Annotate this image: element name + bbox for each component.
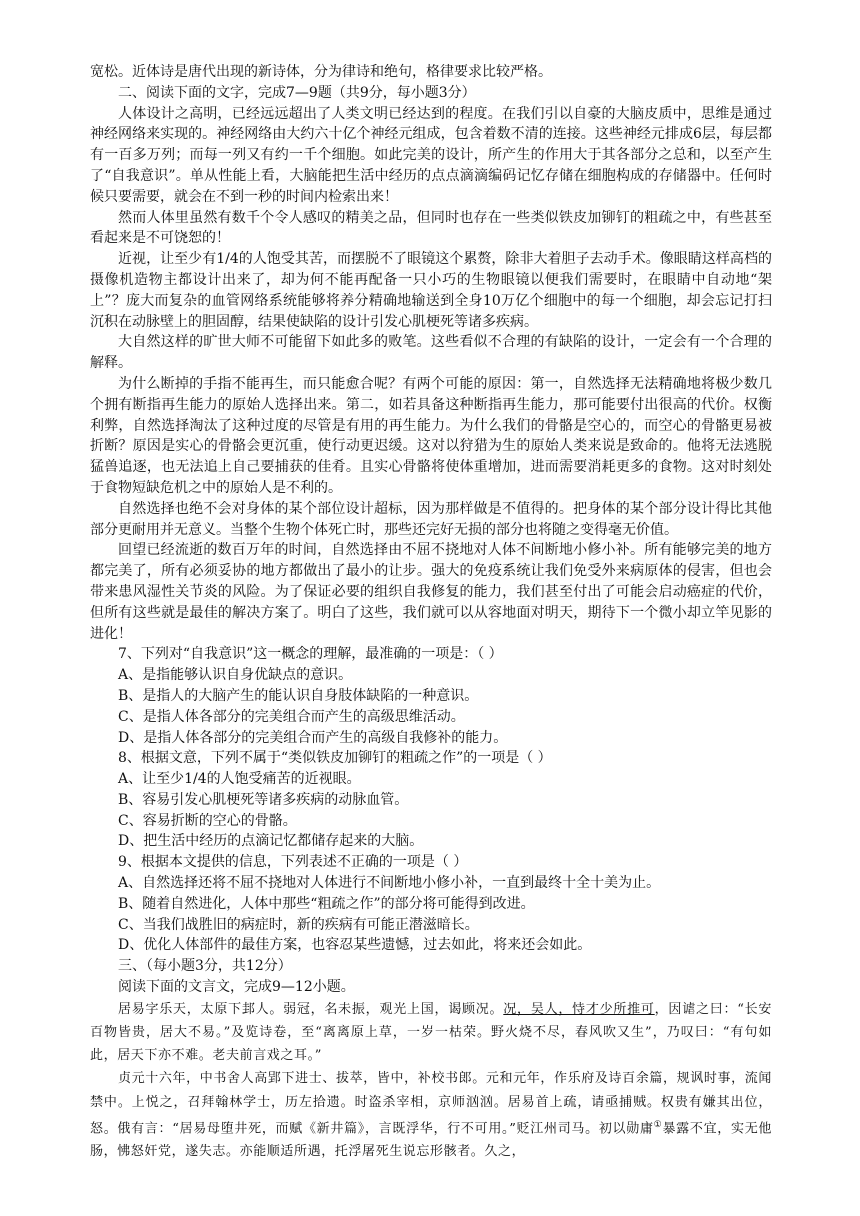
question-8-option-d: D、把生活中经历的点滴记忆都储存起来的大脑。 [118, 833, 424, 850]
question-8-option-c: C、容易折断的空心的骨骼。 [118, 812, 297, 829]
opening-line: 宽松。近体诗是唐代出现的新诗体，分为律诗和绝句，格律要求比较严格。 [90, 64, 552, 80]
document-content [90, 62, 772, 1164]
question-8-option-a: A、让至少1/4的人饱受痛苦的近视眼。 [118, 771, 361, 788]
question-9-option-c: C、当我们战胜旧的病症时，新的疾病有可能正潜滋暗长。 [118, 916, 479, 933]
passage-paragraph: 自然选择也绝不会对身体的某个部位设计超标，因为那样做是不值得的。把身体的某个部分设计得比其他部分更耐用并无意义。当整个生物个体死亡时，那些还完好无损的部分也将随之变得毫无价值。 [90, 500, 772, 538]
underlined-sentence: 况，吴人，恃才少所推可 [503, 1001, 655, 1017]
question-8-option-b: B、容易引发心肌梗死等诸多疾病的动脉血管。 [118, 791, 409, 808]
question-9-option-d: D、优化人体部件的最佳方案，也容忍某些遗憾，过去如此，将来还会如此。 [118, 937, 592, 954]
section3-heading: 三、（每小题3分，共12分） [118, 958, 292, 975]
question-7-option-d: D、是指人体各部分的完美组合而产生的高级自我修补的能力。 [118, 729, 508, 746]
classical-text: ，因谑之曰：“长安百物皆贵，居大不易。”及览诗卷，至“离离原上草，一岁一枯荣。野火烧不尽，春风吹又生”，乃叹曰：“有句如此，居天下亦不难。老夫前言戏之耳。” [90, 1001, 773, 1064]
section2-heading: 二、阅读下面的文字，完成7—9题（共9分，每小题3分） [118, 84, 476, 101]
question-9-stem: 9、根据本文提供的信息，下列表述不正确的一项是（ ） [118, 854, 468, 871]
question-9-option-a: A、自然选择还将不屈不挠地对人体进行不间断地小修小补，一直到最终十全十美为止。 [118, 875, 661, 892]
question-8-stem: 8、根据文意，下列不属于“类似铁皮加铆钉的粗疏之作”的一项是（ ） [118, 750, 552, 767]
passage-paragraph: 然而人体里虽然有数千个令人感叹的精美之品，但同时也存在一些类似铁皮加铆钉的粗疏之中，有些甚至看起来是不可饶恕的！ [90, 209, 772, 247]
classical-text: 贞元十六年，中书舍人高郢下进士、拔萃，皆中，补校书郎。元和元年，作乐府及诗百余篇，规讽时事，流闻禁中。上悦之，召拜翰林学士，历左拾遗。时盗杀宰相，京师汹汹。居易首上疏，请亟捕贼。权贵有嫌其出位，怒。俄有言：“居易母堕井死，而赋《新井篇》，言既浮华，行不可用。”贬江州司马。初以勋庸 [90, 1071, 772, 1137]
question-7-option-c: C、是指人体各部分的完美组合而产生的高级思维活动。 [118, 708, 465, 725]
classical-text: 居易字乐天，太原下邽人。弱冠，名未振，观光上国，谒顾况。 [118, 1001, 504, 1017]
footnote-marker: ① [653, 1119, 663, 1130]
passage-paragraph: 近视，让至少有1/4的人饱受其苦，而摆脱不了眼镜这个累赘，除非大着胆子去动手术。像眼睛这样高档的摄像机造物主都设计出来了，却为何不能再配备一只小巧的生物眼镜以便我们需要时，在眼睛中自动地“架上”？庞大而复杂的血管网络系统能够将养分精确地输送到全身10万亿个细胞中的每一个细胞，却会忘记打扫沉积在动脉壁上的胆固醇，结果使缺陷的设计引发心肌梗死等诸多疾病。 [90, 251, 772, 330]
question-7-option-a: A、是指能够认识自身优缺点的意识。 [118, 667, 353, 684]
classical-text: 暴露不宜，实无他肠，怫怒奸党，遂失志。亦能顺适所遇，托浮屠死生说忘形骸者。久之， [90, 1121, 772, 1160]
passage-paragraph: 人体设计之高明，已经远远超出了人类文明已经达到的程度。在我们引以自豪的大脑皮质中，思维是通过神经网络来实现的。神经网络由大约六十亿个神经元组成，包含着数不清的连接。这些神经元排成6层，每层都有一百多万列；而每一列又有约一千个细胞。如此完美的设计，所产生的作用大于其各部分之总和，以至产生了“自我意识”。单从性能上看，大脑能把生活中经历的点点滴滴编码记忆存储在细胞构成的存储器中。任何时候只要需要，就会在不到一秒的时间内检索出来！ [90, 105, 772, 205]
passage-paragraph: 大自然这样的旷世大师不可能留下如此多的败笔。这些看似不合理的有缺陷的设计，一定会有一个合理的解释。 [90, 334, 772, 372]
passage-paragraph: 回望已经流逝的数百万年的时间，自然选择由不屈不挠地对人体不间断地小修小补。所有能够完美的地方都完美了，所有必须妥协的地方都做出了最小的让步。强大的免疫系统让我们免受外来病原体的侵害，但也会带来患风湿性关节炎的风险。为了保证必要的组织自我修复的能力，我们甚至付出了可能会启动癌症的代价，但所有这些就是最佳的解决方案了。明白了这些，我们就可以从容地面对明天，期待下一个微小却立竿见影的进化！ [90, 542, 772, 642]
question-9-option-b: B、随着自然进化，人体中那些“粗疏之作”的部分将可能得到改进。 [118, 895, 535, 912]
classical-paragraph-1 [90, 998, 772, 1068]
question-7-stem: 7、下列对“自我意识”这一概念的理解，最准确的一项是：（ ） [118, 646, 503, 663]
section3-instruction: 阅读下面的文言文，完成9—12小题。 [118, 979, 355, 996]
question-7-option-b: B、是指人的大脑产生的能认识自身肢体缺陷的一种意识。 [118, 687, 479, 704]
passage-paragraph: 为什么断掉的手指不能再生，而只能愈合呢？有两个可能的原因：第一，自然选择无法精确地将极少数几个拥有断指再生能力的原始人选择出来。第二，如若具备这种断指再生能力，那可能要付出很高的代价。权衡利弊，自然选择淘汰了这种过度的尽管是有用的再生能力。为什么我们的骨骼是空心的，而空心的骨骼更易被折断？原因是实心的骨骼会更沉重，使行动更迟缓。这对以狩猎为生的原始人类来说是致命的。他将无法逃脱猛兽追逐，也无法追上自己要捕获的佳肴。且实心骨骼将使体重增加，进而需要消耗更多的食物。这对时刻处于食物短缺危机之中的原始人是不利的。 [90, 375, 772, 496]
classical-paragraph-2 [90, 1067, 772, 1163]
